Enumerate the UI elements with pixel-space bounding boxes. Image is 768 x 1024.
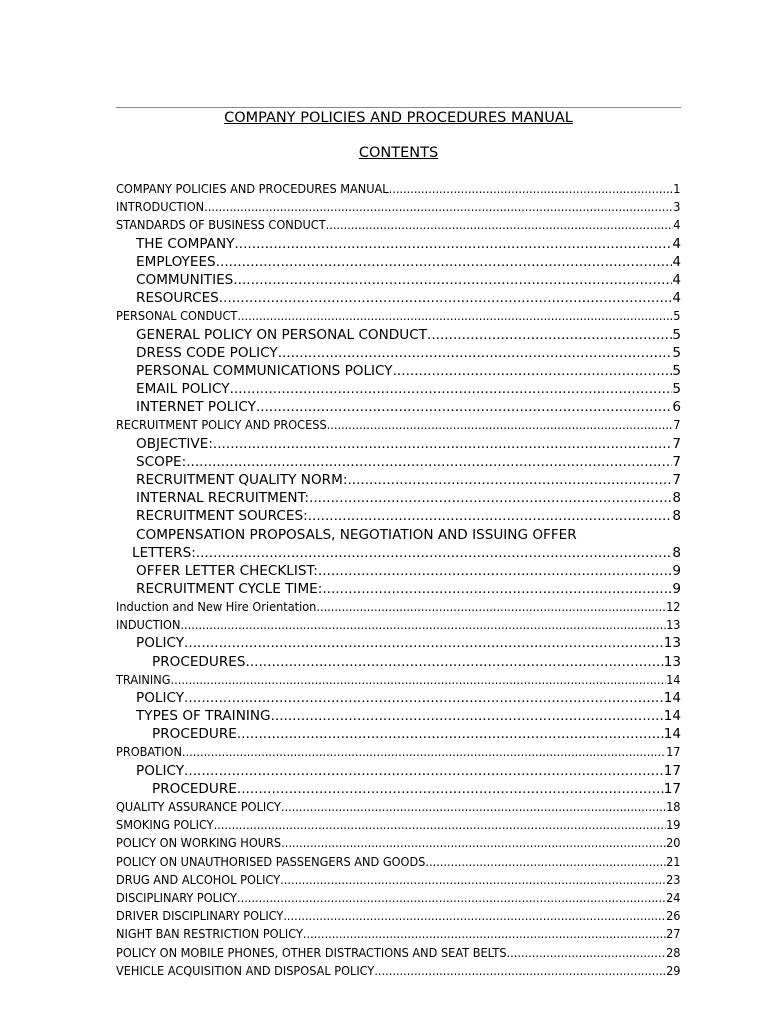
toc-page-number: 17 <box>666 745 681 760</box>
toc-entry-label: RECRUITMENT SOURCES: <box>136 508 308 525</box>
toc-leader-dots <box>171 671 667 689</box>
toc-page-number: 29 <box>666 963 681 978</box>
toc-page-number: 5 <box>672 381 681 398</box>
toc-leader-dots <box>256 398 672 416</box>
toc-page-number: 24 <box>666 890 681 905</box>
toc-entry[interactable] <box>116 198 681 216</box>
toc-entry[interactable] <box>116 725 681 743</box>
toc-entry-label: POLICY ON MOBILE PHONES, OTHER DISTRACTIONS AND SEAT BELTS <box>116 945 507 960</box>
toc-entry[interactable] <box>116 235 681 253</box>
toc-entry[interactable] <box>116 416 681 434</box>
toc-page-number: 9 <box>672 580 681 597</box>
toc-leader-dots <box>316 598 666 616</box>
toc-entry[interactable] <box>116 253 681 271</box>
toc-entry[interactable] <box>116 216 681 234</box>
toc-entry-label: COMPANY POLICIES AND PROCEDURES MANUAL <box>116 182 389 196</box>
toc-entry-label: OBJECTIVE: <box>136 435 213 452</box>
toc-page-number: 1 <box>673 182 681 196</box>
toc-page-number: 7 <box>672 435 681 452</box>
toc-entry-label: PERSONAL COMMUNICATIONS POLICY <box>136 362 393 379</box>
toc-entry[interactable] <box>116 489 681 507</box>
toc-entry-label: DRIVER DISCIPLINARY POLICY <box>116 909 284 924</box>
toc-entry-label: LETTERS: <box>132 544 196 561</box>
toc-page-number: 9 <box>672 562 681 579</box>
toc-entry[interactable] <box>116 180 681 198</box>
toc-entry-label: POLICY <box>136 762 185 779</box>
toc-page-number: 13 <box>663 635 681 652</box>
toc-page-number: 13 <box>663 653 681 670</box>
toc-entry[interactable] <box>116 544 681 562</box>
toc-entry[interactable] <box>116 362 681 380</box>
toc-entry[interactable] <box>116 453 681 471</box>
toc-entry-label: TYPES OF TRAINING <box>136 708 271 725</box>
toc-leader-dots <box>322 580 672 598</box>
toc-entry-label: RECRUITMENT QUALITY NORM: <box>136 472 348 488</box>
toc-entry[interactable] <box>116 307 681 325</box>
toc-leader-dots <box>180 616 666 634</box>
table-of-contents <box>116 180 681 980</box>
toc-entry-label: COMMUNITIES <box>136 271 234 288</box>
toc-entry[interactable] <box>116 798 681 816</box>
toc-page-number: 14 <box>663 689 681 706</box>
toc-entry-label: INTRODUCTION <box>116 200 205 215</box>
toc-entry[interactable] <box>116 834 681 852</box>
toc-page-number: 3 <box>673 200 681 215</box>
toc-entry-label: OFFER LETTER CHECKLIST: <box>136 562 318 579</box>
toc-entry[interactable] <box>116 616 681 634</box>
toc-entry-label: INDUCTION <box>116 618 181 633</box>
toc-leader-dots <box>280 871 666 889</box>
toc-page-number: 26 <box>666 909 681 924</box>
toc-entry-label: POLICY ON UNAUTHORISED PASSENGERS AND GOODS <box>116 854 426 869</box>
toc-page-number: 8 <box>672 490 681 507</box>
toc-entry-label: PROBATION <box>116 745 182 760</box>
toc-leader-dots <box>326 216 674 234</box>
toc-entry-label: NIGHT BAN RESTRICTION POLICY <box>116 927 303 942</box>
toc-leader-dots <box>184 762 664 780</box>
toc-entry-label: RECRUITMENT POLICY AND PROCESS <box>116 418 327 433</box>
toc-leader-dots <box>184 689 664 707</box>
toc-entry-label: PROCEDURE <box>152 726 237 743</box>
toc-leader-dots <box>327 416 674 434</box>
toc-entry[interactable] <box>116 271 681 289</box>
toc-page-number: 7 <box>673 418 681 433</box>
toc-entry[interactable] <box>116 344 681 362</box>
toc-leader-dots <box>246 653 664 671</box>
toc-entry-label: PROCEDURE <box>152 780 237 797</box>
toc-entry[interactable] <box>116 907 681 925</box>
toc-leader-dots <box>230 380 673 398</box>
document-title: COMPANY POLICIES AND PROCEDURES MANUAL <box>224 110 573 126</box>
toc-entry[interactable] <box>116 689 681 707</box>
toc-entry-label: INTERNAL RECRUITMENT: <box>136 490 309 507</box>
toc-entry[interactable] <box>116 925 681 943</box>
toc-entry-label: DISCIPLINARY POLICY <box>116 890 237 905</box>
toc-entry-label: EMAIL POLICY <box>136 381 230 398</box>
toc-entry-label: POLICY ON WORKING HOURS <box>116 836 282 851</box>
toc-entry-label: DRESS CODE POLICY <box>136 344 278 361</box>
toc-leader-dots <box>182 743 666 761</box>
toc-page-number: 8 <box>672 544 681 561</box>
toc-page-number: 5 <box>673 309 681 324</box>
toc-page-number: 17 <box>663 762 681 779</box>
toc-leader-dots <box>309 489 672 507</box>
toc-page-number: 21 <box>666 854 681 869</box>
toc-leader-dots <box>393 362 673 380</box>
toc-leader-dots <box>425 853 666 871</box>
toc-entry[interactable] <box>116 853 681 871</box>
toc-leader-dots <box>219 289 673 307</box>
toc-entry[interactable] <box>116 435 681 453</box>
toc-entry-wrapped[interactable] <box>116 526 681 562</box>
toc-page-number: 28 <box>666 945 681 960</box>
toc-entry-label: POLICY <box>136 635 185 652</box>
toc-entry[interactable] <box>116 962 681 980</box>
toc-page-number: 4 <box>673 218 681 233</box>
toc-leader-dots <box>318 562 672 580</box>
toc-entry[interactable] <box>116 871 681 889</box>
toc-entry[interactable] <box>116 380 681 398</box>
toc-entry[interactable] <box>116 671 681 689</box>
toc-leader-dots <box>281 834 666 852</box>
toc-entry-label: INTERNET POLICY <box>136 399 256 416</box>
toc-entry[interactable] <box>116 580 681 598</box>
toc-leader-dots <box>507 944 667 962</box>
toc-page-number: 4 <box>672 253 681 270</box>
toc-entry-label: Induction and New Hire Orientation <box>116 599 317 614</box>
toc-entry-label: QUALITY ASSURANCE POLICY <box>116 800 281 814</box>
toc-leader-dots <box>237 725 664 743</box>
toc-entry[interactable] <box>116 289 681 307</box>
toc-entry[interactable] <box>116 562 681 580</box>
toc-entry-label: RESOURCES <box>136 290 219 307</box>
toc-entry[interactable] <box>116 816 681 834</box>
toc-entry-label: PROCEDURES <box>152 653 246 670</box>
toc-leader-dots <box>374 962 666 980</box>
toc-leader-dots <box>234 235 672 253</box>
toc-entry-label: SCOPE: <box>136 453 187 470</box>
toc-page-number: 14 <box>663 726 681 743</box>
toc-entry[interactable] <box>116 889 681 907</box>
toc-page-number: 19 <box>666 818 681 833</box>
toc-leader-dots <box>303 925 666 943</box>
toc-page-number: 4 <box>672 271 681 288</box>
toc-leader-dots <box>233 271 672 289</box>
toc-entry[interactable] <box>116 780 681 798</box>
toc-leader-dots <box>204 198 673 216</box>
toc-page-number: 8 <box>672 508 681 525</box>
toc-entry-label: GENERAL POLICY ON PERSONAL CONDUCT <box>136 326 428 343</box>
toc-leader-dots <box>427 326 672 344</box>
toc-leader-dots <box>237 780 664 798</box>
toc-leader-dots <box>214 816 666 834</box>
toc-leader-dots <box>389 180 674 198</box>
toc-entry-label: RECRUITMENT CYCLE TIME: <box>136 580 323 597</box>
toc-leader-dots <box>184 634 664 652</box>
toc-entry[interactable] <box>116 707 681 725</box>
toc-entry-label: DRUG AND ALCOHOL POLICY <box>116 872 281 887</box>
toc-page-number: 4 <box>672 235 681 252</box>
toc-page-number: 14 <box>666 672 681 687</box>
toc-entry[interactable] <box>116 398 681 416</box>
toc-leader-dots <box>216 253 673 271</box>
toc-leader-dots <box>308 507 673 525</box>
toc-leader-dots <box>237 889 666 907</box>
toc-entry-label: THE COMPANY <box>136 235 235 252</box>
toc-page-number: 27 <box>666 927 681 942</box>
toc-leader-dots <box>278 344 673 362</box>
toc-entry[interactable] <box>116 471 681 489</box>
toc-leader-dots <box>196 544 673 562</box>
toc-leader-dots <box>283 907 666 925</box>
toc-page-number: 23 <box>666 872 681 887</box>
toc-entry-label: TRAINING <box>116 672 171 687</box>
toc-page-number: 18 <box>666 800 681 814</box>
contents-heading: CONTENTS <box>358 145 439 161</box>
toc-entry-label-line1: COMPENSATION PROPOSALS, NEGOTIATION AND ISSUING OFFER <box>136 526 577 543</box>
toc-page-number: 5 <box>672 326 681 343</box>
toc-leader-dots <box>281 798 666 816</box>
toc-page-number: 7 <box>672 453 681 470</box>
toc-entry[interactable] <box>116 944 681 962</box>
toc-entry[interactable] <box>116 507 681 525</box>
toc-entry[interactable] <box>116 598 681 616</box>
toc-entry[interactable] <box>116 326 681 344</box>
toc-page-number: 5 <box>672 362 681 379</box>
toc-entry-label: VEHICLE ACQUISITION AND DISPOSAL POLICY <box>116 963 375 978</box>
toc-page-number: 5 <box>672 344 681 361</box>
toc-leader-dots <box>237 307 673 325</box>
toc-leader-dots <box>213 435 672 453</box>
toc-page-number: 20 <box>666 836 681 851</box>
toc-entry[interactable] <box>116 762 681 780</box>
header-rule <box>116 107 681 108</box>
toc-page-number: 4 <box>672 290 681 307</box>
toc-entry-label: PERSONAL CONDUCT <box>116 309 238 324</box>
toc-entry[interactable] <box>116 634 681 652</box>
toc-entry-label: EMPLOYEES <box>136 253 216 270</box>
toc-entry-label: SMOKING POLICY <box>116 818 214 833</box>
toc-entry[interactable] <box>116 743 681 761</box>
toc-page-number: 14 <box>663 708 681 725</box>
toc-page-number: 7 <box>672 472 681 488</box>
toc-page-number: 6 <box>672 399 681 416</box>
toc-entry[interactable] <box>116 653 681 671</box>
toc-entry-label: STANDARDS OF BUSINESS CONDUCT <box>116 218 326 233</box>
toc-leader-dots <box>271 707 664 725</box>
toc-page-number: 13 <box>666 618 681 633</box>
toc-entry-label: POLICY <box>136 689 185 706</box>
toc-leader-dots <box>186 453 672 471</box>
toc-leader-dots <box>347 471 672 489</box>
toc-page-number: 12 <box>666 599 681 614</box>
toc-page-number: 17 <box>663 780 681 797</box>
